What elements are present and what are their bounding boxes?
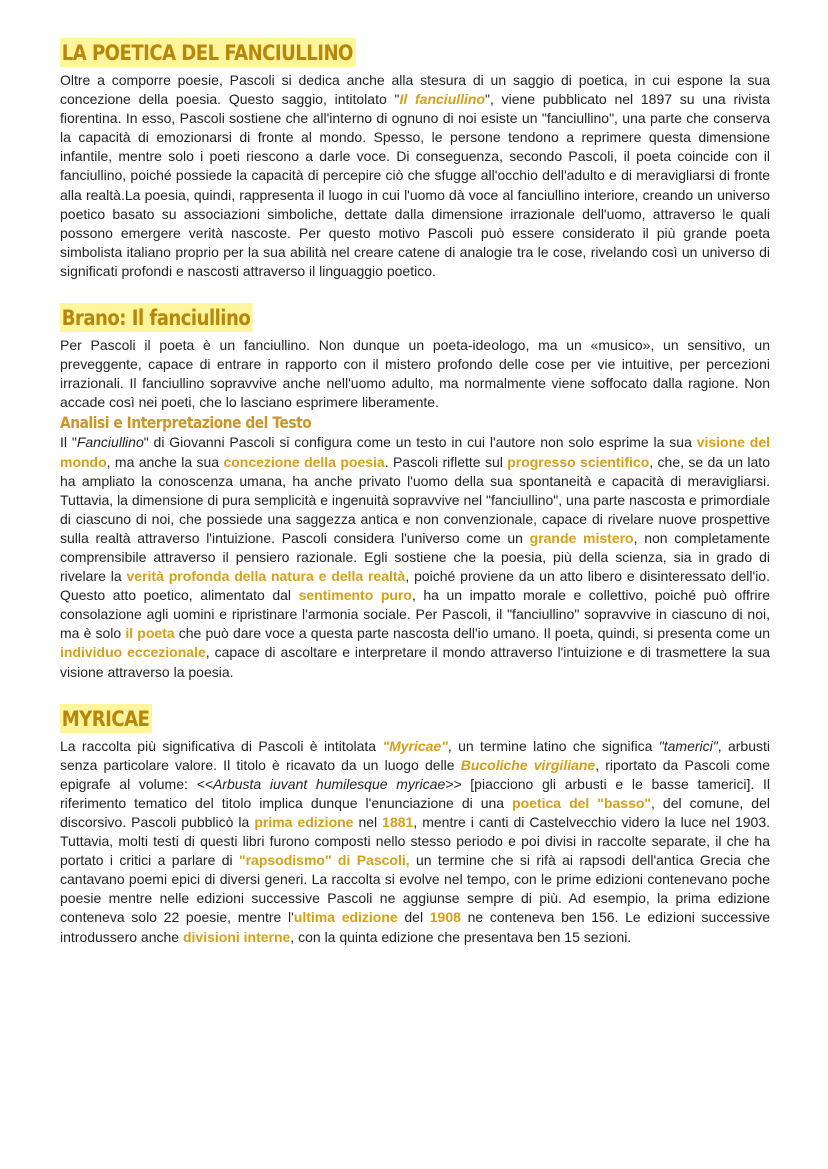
text-run: , non completamente comprensibile attraverso il pensiero razionale. Egli sostiene che la poesia, più della scienza, sia in grado di rivelare la [60, 529, 770, 585]
paragraph-analisi [60, 433, 770, 681]
keyword-bucoliche-virgiliane: Bucoliche virgiliane [460, 756, 596, 773]
keyword-visione-del-mondo: visione del mondo [60, 434, 771, 470]
text-run: " di Giovanni Pascoli si configura come un testo in cui l'autore non solo esprime la sua [143, 434, 697, 451]
keyword-1881: 1881 [382, 814, 414, 830]
italic-tamerici: "tamerici" [658, 737, 718, 754]
text-run: , capace di ascoltare e interpretare il mondo attraverso l'intuizione e di trasmettere la sua visione attraverso la poesia. [60, 644, 771, 680]
text-run: La raccolta più significativa di Pascoli è intitolata [60, 737, 383, 754]
italic-fanciullino: Fanciullino [76, 434, 144, 451]
subsection-title-analisi: Analisi e Interpretazione del Testo [60, 413, 312, 433]
italic-epigraph: <<Arbusta iuvant humilesque myricae>> [196, 775, 462, 792]
text-run: un termine che si rifà ai rapsodi dell'antica Grecia che cantavano poemi epici di diversi generi. La raccolta si evolve nel tempo, con le prime edizioni contenevano poche poesie mentre nelle edizioni successive Pascoli ne aggiunse sempre di più. Ad esempio, la prima edizione conteneva solo 22 poesie, mentre l' [60, 852, 771, 926]
text-run: , poiché proviene da un atto libero e disinteressato dell'io. Questo atto poetico, alimentato dal [60, 568, 770, 604]
keyword-grande-mistero: grande mistero [529, 529, 634, 546]
paragraph-brano: Per Pascoli il poeta è un fanciullino. Non dunque un poeta-ideologo, ma un «musico», un sensitivo, un preveggente, capace di entrare in rapporto con il mistero profondo delle cose per vie intuitive, per percezioni irrazionali. Il fanciullino sopravvive anche nell'uomo adulto, ma normalmente viene soffocato dalla ragione. Non accade così nei poeti, che lo lasciano esprimere liberamente. [60, 337, 770, 411]
section-title-brano: Brano: Il fanciullino [60, 303, 253, 332]
text-run: , che, se da un lato ha ampliato la conoscenza umana, ha anche privato l'uomo della sua spontaneità e capacità di meravigliarsi. Tuttavia, la dimensione di pura semplicità e ingenuità sopravvive nel "fanciullino", una parte nascosta e primordiale di ciascuno di noi, che possiede una saggezza antica e non convenzionale, capace di rivelare nuove prospettive sulla realtà attraverso l'intuizione. Pascoli considera l'universo come un [60, 453, 770, 546]
keyword-myricae: "Myricae" [382, 737, 448, 754]
text-run: ", viene pubblicato nel 1897 su una rivista fiorentina. In esso, Pascoli sostiene che all'interno di ognuno di noi esiste un "fanciullino", una parte che conserva la capacità di emozionarsi di fronte al mondo. Spesso, le persone tendono a reprimere questa dimensione infantile, mentre solo i poeti riescono a darle voce. Di conseguenza, secondo Pascoli, il poeta coincide con il fanciullino, poiché possiede la capacità di percepire ciò che sfugge all'occhio dell'adulto e di meravigliarsi di fronte alla realtà.La poesia, quindi, rappresenta il luogo in cui l'uomo dà voce al fanciullino interiore, creando un universo poetico basato su associazioni simboliche, dettate dalla dimensione irrazionale dell'uomo, attraverso le quali possono emergere verità nascoste. Per questo motivo Pascoli può essere considerato il più grande poeta simbolista italiano proprio per la sua abilità nel creare catene di analogie tra le cose, rivelando così un universo di significati profondi e nascosti attraverso il linguaggio poetico. [60, 91, 770, 279]
text-run: , con la quinta edizione che presentava ben 15 sezioni. [290, 928, 632, 945]
keyword-ultima-edizione: ultima edizione [293, 909, 398, 926]
keyword-individuo-eccezionale: individuo eccezionale [60, 644, 206, 661]
text-run: del [397, 909, 430, 926]
text-run: Oltre a comporre poesie, Pascoli si dedica anche alla stesura di un saggio di poetica, in cui espone la sua concezione della poesia. Questo saggio, intitolato " [60, 72, 770, 108]
text-run: Il " [60, 434, 77, 451]
keyword-prima-edizione: prima edizione [254, 814, 354, 830]
keyword-progresso-scientifico: progresso scientifico [507, 453, 650, 470]
keyword-sentimento-puro: sentimento puro [298, 587, 412, 604]
text-run: , mentre i canti di Castelvecchio videro la luce nel 1903. Tuttavia, molti testi di questi libri furono composti nello stesso periodo e poi divisi in raccolte separate, il che ha portato i critici a parlare di [60, 814, 770, 869]
keyword-il-fanciullino: Il fanciullino [399, 91, 486, 108]
text-run: , arbusti senza particolare valore. Il titolo è ricavato da un luogo delle [60, 737, 770, 773]
section-title-myricae: MYRICAE [60, 704, 152, 733]
text-run: , ha un impatto morale e collettivo, poiché può offrire consolazione agli uomini e ripristinare l'armonia sociale. Per Pascoli, il "fanciullino" sopravvive in ciascuno di noi, ma è solo [60, 587, 770, 642]
text-run: [piacciono gli arbusti e le basse tamerici]. Il riferimento tematico del titolo implica dunque l'enunciazione di una [60, 775, 771, 811]
keyword-1908: 1908 [429, 909, 461, 926]
keyword-verita-profonda: verità profonda della natura e della realtà [126, 568, 406, 585]
text-run: che può dare voce a questa parte nascosta dell'io umano. Il poeta, quindi, si presenta come un [174, 625, 770, 642]
keyword-poetica-del-basso: poetica del "basso" [512, 794, 652, 811]
keyword-il-poeta: il poeta [125, 625, 175, 642]
text-run: , riportato da Pascoli come epigrafe al volume: [60, 756, 771, 792]
text-run: ne conteneva ben 156. Le edizioni successive introdussero anche [60, 909, 771, 945]
text-run: nel [353, 814, 383, 830]
text-run: , un termine latino che significa [447, 737, 659, 754]
keyword-divisioni-interne: divisioni interne [182, 928, 291, 945]
paragraph-myricae [60, 737, 770, 947]
keyword-concezione-della-poesia: concezione della poesia [223, 453, 385, 470]
paragraph-poetica [60, 71, 770, 281]
text-run: , ma anche la sua [106, 453, 224, 470]
section-title-poetica: LA POETICA DEL FANCIULLINO [60, 38, 355, 67]
keyword-rapsodismo: "rapsodismo" di Pascoli, [238, 852, 410, 869]
text-run: . Pascoli riflette sul [384, 453, 508, 470]
text-run: , del comune, del discorsivo. Pascoli pubblicò la [60, 794, 770, 830]
